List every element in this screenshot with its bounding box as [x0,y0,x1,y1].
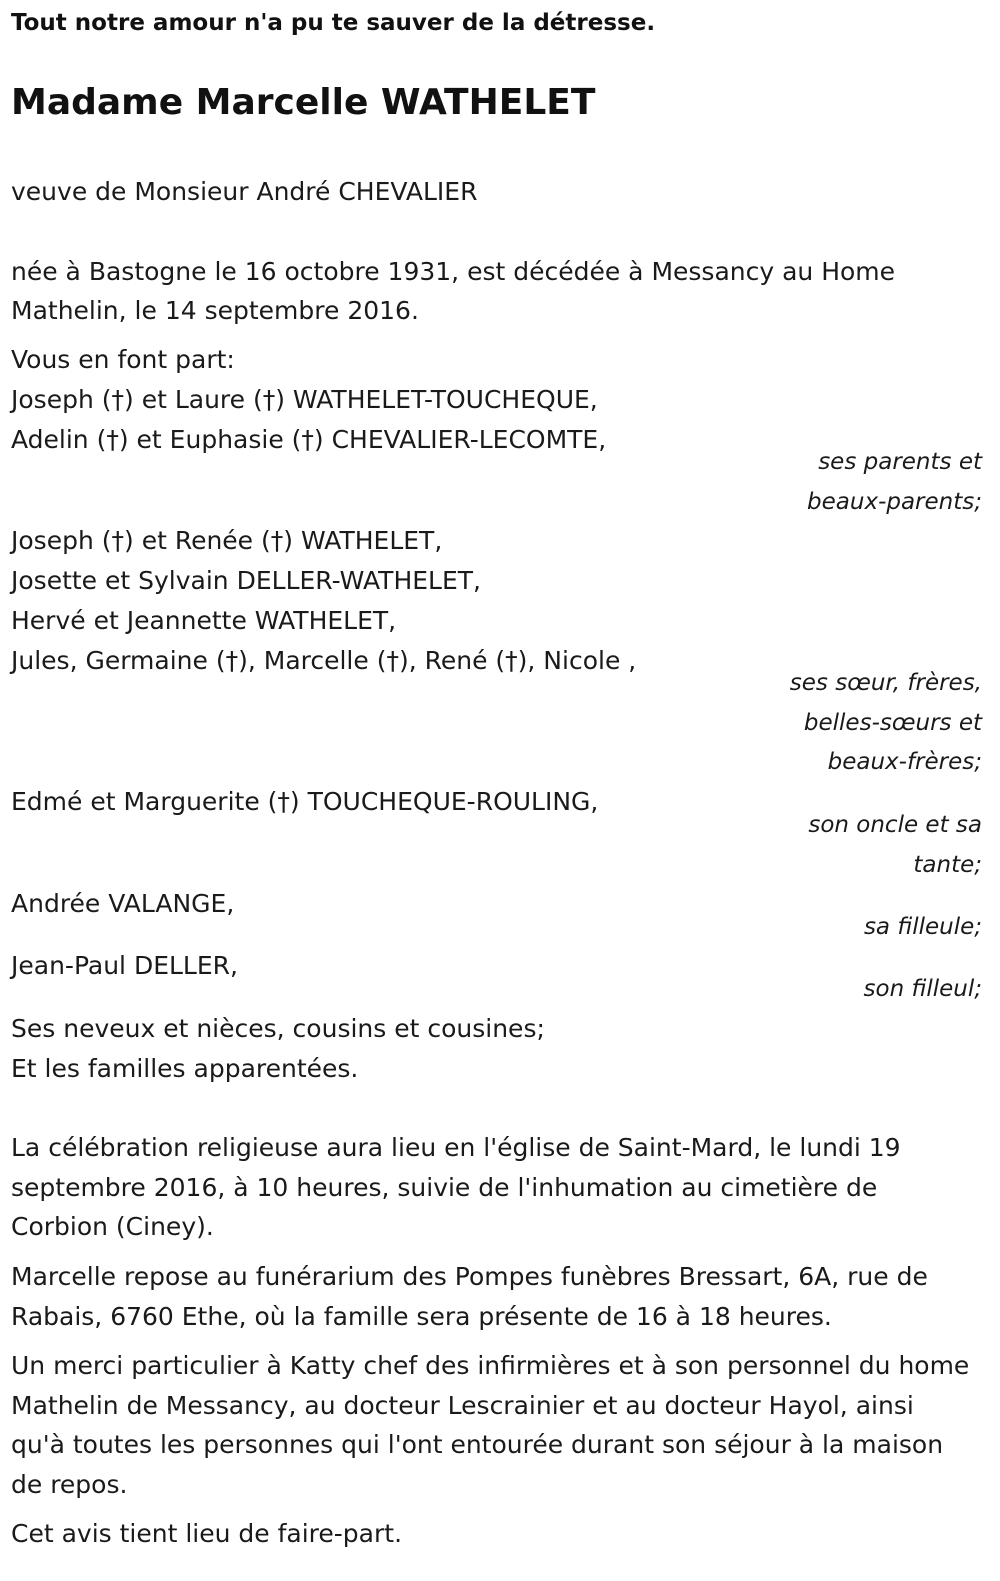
motto-heading: Tout notre amour n'a pu te sauver de la détresse. [11,10,656,36]
relation-line: beaux-frères; [827,749,982,775]
relation-label-parents [682,443,982,522]
family-line: Jean-Paul DELLER, [11,951,238,980]
relation-label-goddaughter [682,908,982,948]
relation-line: son filleul; [863,976,982,1002]
family-line: Andrée VALANGE, [11,889,235,918]
family-line: Joseph (†) et Renée (†) WATHELET, [11,526,443,555]
family-line: Jules, Germaine (†), Marcelle (†), René (†), Nicole , [11,646,637,675]
family-line: Ses neveux et nièces, cousins et cousines; [11,1014,545,1043]
ceremony-paragraph: La célébration religieuse aura lieu en l'église de Saint-Mard, le lundi 19 septembre 2016, à 10 heures, suivie de l'inhumation au cimetière de Corbion (Ciney). [11,1133,901,1241]
family-line: Hervé et Jeannette WATHELET, [11,606,397,635]
closing-line: Cet avis tient lieu de faire-part. [11,1519,403,1548]
relation-line: beaux-parents; [807,488,982,515]
family-line: Edmé et Marguerite (†) TOUCHEQUE-ROULING, [11,787,599,816]
relation-line: tante; [913,851,982,878]
relation-label-siblings [682,664,982,783]
relation-label-godson [682,970,982,1010]
thanks-paragraph: Un merci particulier à Katty chef des infirmières et à son personnel du home Mathelin de Messancy, au docteur Lescrainier et au docteur Hayol, ainsi qu'à toutes les personnes qui l'ont entourée durant son séjour à la maison de repos. [11,1351,970,1499]
relation-line: son oncle et sa [808,812,982,838]
family-line: Joseph (†) et Laure (†) WATHELET-TOUCHEQUE, [11,385,598,414]
birth-death-line-1: née à Bastogne le 16 octobre 1931, est décédée à Messancy au Home [11,257,896,286]
relation-label-uncle [682,806,982,885]
relation-line: ses parents et [818,449,982,475]
relation-line: ses sœur, frères, [789,670,982,696]
announce-line: Vous en font part: [11,345,235,374]
deceased-name: Madame Marcelle WATHELET [11,82,596,123]
family-line: Adelin (†) et Euphasie (†) CHEVALIER-LECOMTE, [11,425,607,454]
relation-line: belles-sœurs et [803,709,982,736]
relation-line: sa filleule; [863,914,982,940]
birth-death-line-2: Mathelin, le 14 septembre 2016. [11,296,419,325]
spouse-line: veuve de Monsieur André CHEVALIER [11,177,478,206]
family-line: Josette et Sylvain DELLER-WATHELET, [11,566,481,595]
funerarium-paragraph: Marcelle repose au funérarium des Pompes funèbres Bressart, 6A, rue de Rabais, 6760 Ethe, où la famille sera présente de 16 à 18 heures. [11,1262,928,1331]
family-line: Et les familles apparentées. [11,1054,359,1083]
